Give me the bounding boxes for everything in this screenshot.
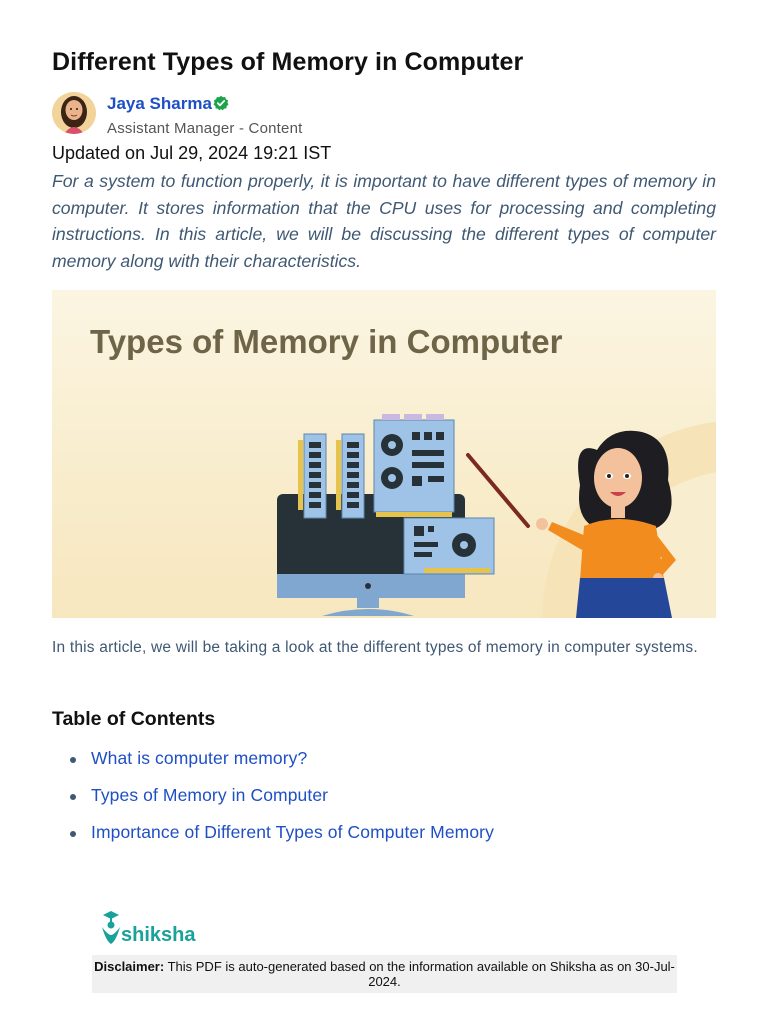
author-name-link[interactable]: Jaya Sharma: [107, 94, 212, 113]
toc-link[interactable]: Importance of Different Types of Computer Memory: [91, 822, 494, 842]
shiksha-logo[interactable]: [100, 905, 210, 949]
toc-item-types-of-memory[interactable]: [70, 785, 494, 822]
article-body-paragraph: In this article, we will be taking a look at the different types of memory in computer systems.: [52, 639, 698, 656]
hero-title: Types of Memory in Computer: [90, 323, 563, 360]
bullet-icon: [70, 794, 76, 800]
verified-check-icon: [213, 95, 229, 116]
article-title: Different Types of Memory in Computer: [52, 48, 524, 76]
toc-link[interactable]: Types of Memory in Computer: [91, 785, 329, 805]
toc-item-what-is-memory[interactable]: [70, 748, 494, 785]
disclaimer-text: This PDF is auto-generated based on the information available on Shiksha as on 30-Jul-2024.: [167, 959, 675, 989]
author-avatar[interactable]: [52, 92, 96, 134]
logo-text: shiksha: [121, 924, 196, 946]
article-intro: For a system to function properly, it is important to have different types of memory in computer. It stores information that the CPU uses for processing and completing instructions. In this article, we will be discussing the different types of computer memory along with their characteristics.: [52, 171, 716, 271]
updated-timestamp: Updated on Jul 29, 2024 19:21 IST: [52, 143, 332, 163]
table-of-contents: [70, 748, 494, 859]
author-block: [52, 92, 452, 136]
hero-illustration: [52, 290, 716, 618]
bullet-icon: [70, 757, 76, 763]
shiksha-logo-icon: [100, 907, 122, 947]
toc-link[interactable]: What is computer memory?: [91, 748, 308, 768]
toc-item-importance[interactable]: [70, 822, 494, 859]
bullet-icon: [70, 831, 76, 837]
author-role: Assistant Manager - Content: [107, 120, 303, 137]
toc-heading: Table of Contents: [52, 708, 216, 730]
disclaimer-box: [92, 955, 677, 993]
disclaimer-label: Disclaimer:: [94, 959, 165, 974]
